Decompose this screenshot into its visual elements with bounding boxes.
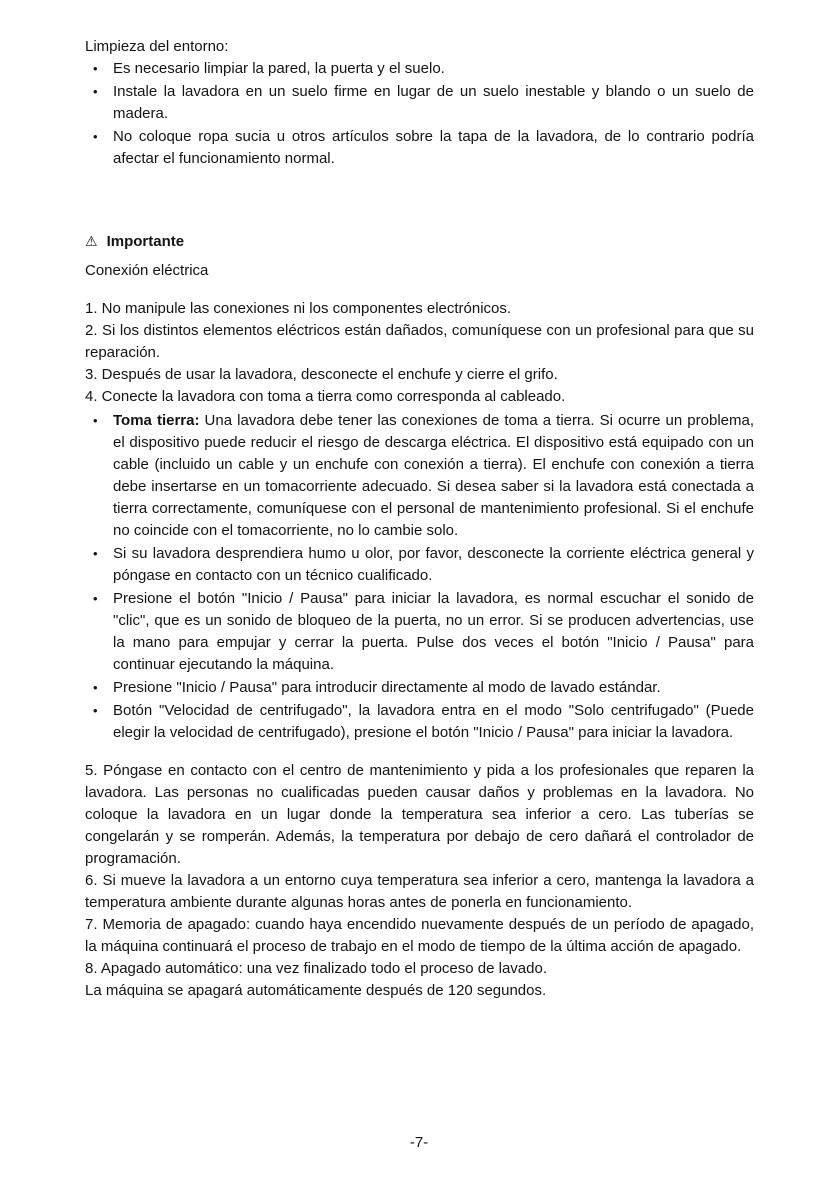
bullet-icon: • (93, 546, 98, 561)
list-item (85, 588, 754, 676)
important-heading (85, 230, 754, 253)
bullet-body: Presione el botón "Inicio / Pausa" para iniciar la lavadora, es normal escuchar el sonido de "clic", que es un sonido de bloqueo de la puerta, no un error. Si se producen advertencias, use la mano para empujar y cerrar la puerta. Pulse dos veces el botón "Inicio / Pausa" para continuar ejecutando la máquina. (113, 590, 754, 673)
list-item (85, 58, 754, 80)
numbered-list-bottom (85, 760, 754, 1002)
bullet-icon: • (93, 84, 98, 99)
bullet-text (113, 677, 754, 699)
bullet-icon: • (93, 591, 98, 606)
bullet-text (113, 543, 754, 587)
list-item (85, 543, 754, 587)
bullet-icon: • (93, 129, 98, 144)
numbered-item: 4. Conecte la lavadora con toma a tierra como corresponda al cableado. (85, 388, 566, 405)
bullet-text (113, 410, 754, 542)
numbered-item: 3. Después de usar la lavadora, desconecte el enchufe y cierre el grifo. (85, 366, 558, 383)
numbered-item: 1. No manipule las conexiones ni los componentes electrónicos. (85, 300, 512, 317)
bullet-text (113, 700, 754, 744)
subheading-conexion-electrica: Conexión eléctrica (85, 262, 209, 279)
bullet-icon: • (93, 680, 98, 695)
page-number: -7- (409, 1134, 429, 1151)
bullet-icon: • (93, 413, 98, 428)
numbered-item: 5. Póngase en contacto con el centro de mantenimiento y pida a los profesionales que reparen la lavadora. Las personas no cualificadas pueden causar daños y problemas en la lavadora. No coloque la lavadora en un lugar donde la temperatura sea inferior a cero. Las tuberías se congelarán y se romperán. Además, la temperatura por debajo de cero dañará el controlador de programación. (85, 762, 754, 867)
bullet-text: Instale la lavadora en un suelo firme en lugar de un suelo inestable y blando o un suelo de madera. (113, 83, 754, 122)
mid-bullet-list (85, 410, 754, 744)
bullet-body: Presione "Inicio / Pausa" para introducir directamente al modo de lavado estándar. (113, 679, 661, 696)
list-item (85, 126, 754, 170)
bullet-bold-label: Toma tierra: (113, 412, 200, 429)
intro-bullet-list (85, 58, 754, 170)
numbered-item: 6. Si mueve la lavadora a un entorno cuya temperatura sea inferior a cero, mantenga la lavadora a temperatura ambiente durante algunas horas antes de ponerla en funcionamiento. (85, 872, 754, 911)
bullet-text (113, 588, 754, 676)
bullet-icon: • (93, 703, 98, 718)
bullet-icon: • (93, 61, 98, 76)
list-item (85, 700, 754, 744)
warning-icon: ⚠ (85, 233, 98, 249)
bullet-body: Si su lavadora desprendiera humo u olor, por favor, desconecte la corriente eléctrica general y póngase en contacto con un técnico cualificado. (113, 545, 754, 584)
closing-line: La máquina se apagará automáticamente después de 120 segundos. (85, 982, 547, 999)
bullet-text: Es necesario limpiar la pared, la puerta y el suelo. (113, 60, 445, 77)
numbered-item: 8. Apagado automático: una vez finalizado todo el proceso de lavado. (85, 960, 547, 977)
numbered-item: 2. Si los distintos elementos eléctricos están dañados, comuníquese con un profesional para que su reparación. (85, 322, 754, 361)
list-item (85, 677, 754, 699)
important-label: Importante (106, 233, 185, 250)
list-item (85, 410, 754, 542)
section-heading-limpieza: Limpieza del entorno: (85, 38, 229, 55)
bullet-body: Una lavadora debe tener las conexiones de toma a tierra. Si ocurre un problema, el dispositivo puede reducir el riesgo de descarga eléctrica. El dispositivo está equipado con un cable (incluido un cable y un enchufe con conexión a tierra). El enchufe con conexión a tierra debe insertarse en un tomacorriente adecuado. Si desea saber si la lavadora está conectada a tierra correctamente, comuníquese con el personal de mantenimiento profesional. Si el enchufe no coincide con el tomacorriente, no lo cambie solo. (113, 412, 755, 539)
numbered-item: 7. Memoria de apagado: cuando haya encendido nuevamente después de un período de apagado, la máquina continuará el proceso de trabajo en el modo de tiempo de la última acción de apagado. (85, 916, 754, 955)
bullet-body: Botón "Velocidad de centrifugado", la lavadora entra en el modo "Solo centrifugado" (Puede elegir la velocidad de centrifugado), presione el botón "Inicio / Pausa" para iniciar la lavadora. (113, 702, 754, 741)
bullet-text: No coloque ropa sucia u otros artículos sobre la tapa de la lavadora, de lo contrario podría afectar el funcionamiento normal. (113, 128, 754, 167)
numbered-list-top (85, 298, 754, 408)
list-item (85, 81, 754, 125)
